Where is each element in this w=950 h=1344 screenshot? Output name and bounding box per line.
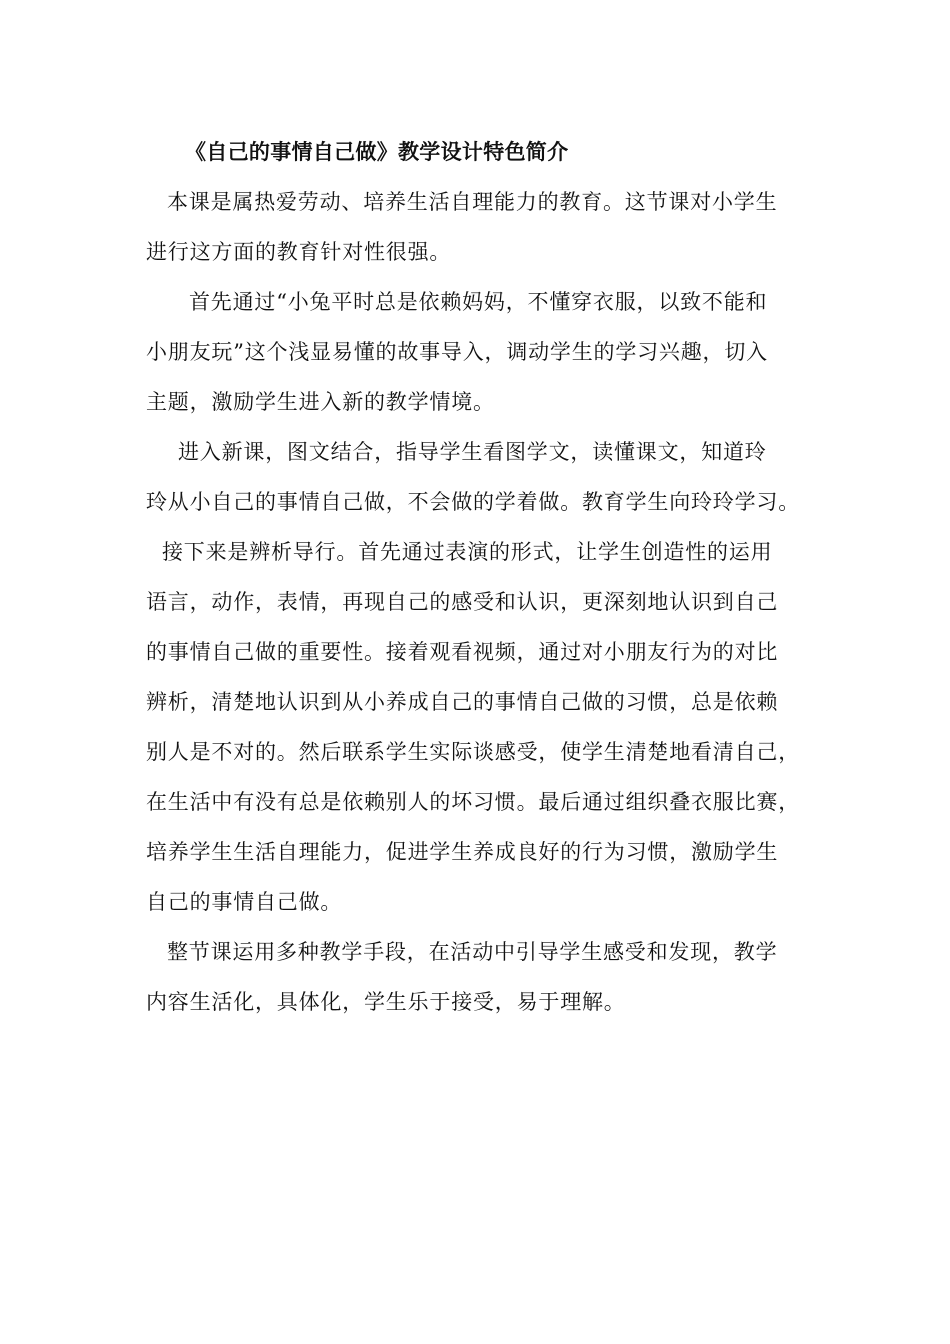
paragraph-line: 玲从小自己的事情自己做，不会做的学着做。教育学生向玲玲学习。	[146, 490, 800, 514]
paragraph-line: 内容生活化，具体化，学生乐于接受，易于理解。	[146, 990, 626, 1014]
paragraph-line: 培养学生生活自理能力，促进学生养成良好的行为习惯，激励学生	[146, 840, 779, 864]
paragraph-line: 小朋友玩”这个浅显易懂的故事导入，调动学生的学习兴趣，切入	[146, 340, 768, 364]
paragraph-line: 进行这方面的教育针对性很强。	[146, 240, 452, 264]
paragraph-line: 首先通过“小兔平时总是依赖妈妈，不懂穿衣服，以致不能和	[189, 290, 768, 314]
paragraph-line: 接下来是辨析导行。首先通过表演的形式，让学生创造性的运用	[162, 540, 773, 564]
paragraph-line: 在生活中有没有总是依赖别人的坏习惯。最后通过组织叠衣服比赛，	[146, 790, 800, 814]
paragraph-line: 的事情自己做的重要性。接着观看视频，通过对小朋友行为的对比	[146, 640, 779, 664]
document-title: 《自己的事情自己做》教学设计特色简介	[185, 139, 569, 164]
paragraph-line: 辨析，清楚地认识到从小养成自己的事情自己做的习惯，总是依赖	[146, 690, 779, 714]
paragraph-line: 自己的事情自己做。	[146, 890, 343, 914]
paragraph-line: 本课是属热爱劳动、培养生活自理能力的教育。这节课对小学生	[167, 190, 778, 214]
paragraph-line: 语言，动作，表情，再现自己的感受和认识，更深刻地认识到自己	[146, 590, 779, 614]
paragraph-line: 进入新课，图文结合，指导学生看图学文，读懂课文，知道玲	[178, 440, 767, 464]
paragraph-line: 主题，激励学生进入新的教学情境。	[146, 390, 495, 414]
paragraph-line: 别人是不对的。然后联系学生实际谈感受，使学生清楚地看清自己，	[146, 740, 800, 764]
paragraph-line: 整节课运用多种教学手段，在活动中引导学生感受和发现，教学	[167, 940, 778, 964]
